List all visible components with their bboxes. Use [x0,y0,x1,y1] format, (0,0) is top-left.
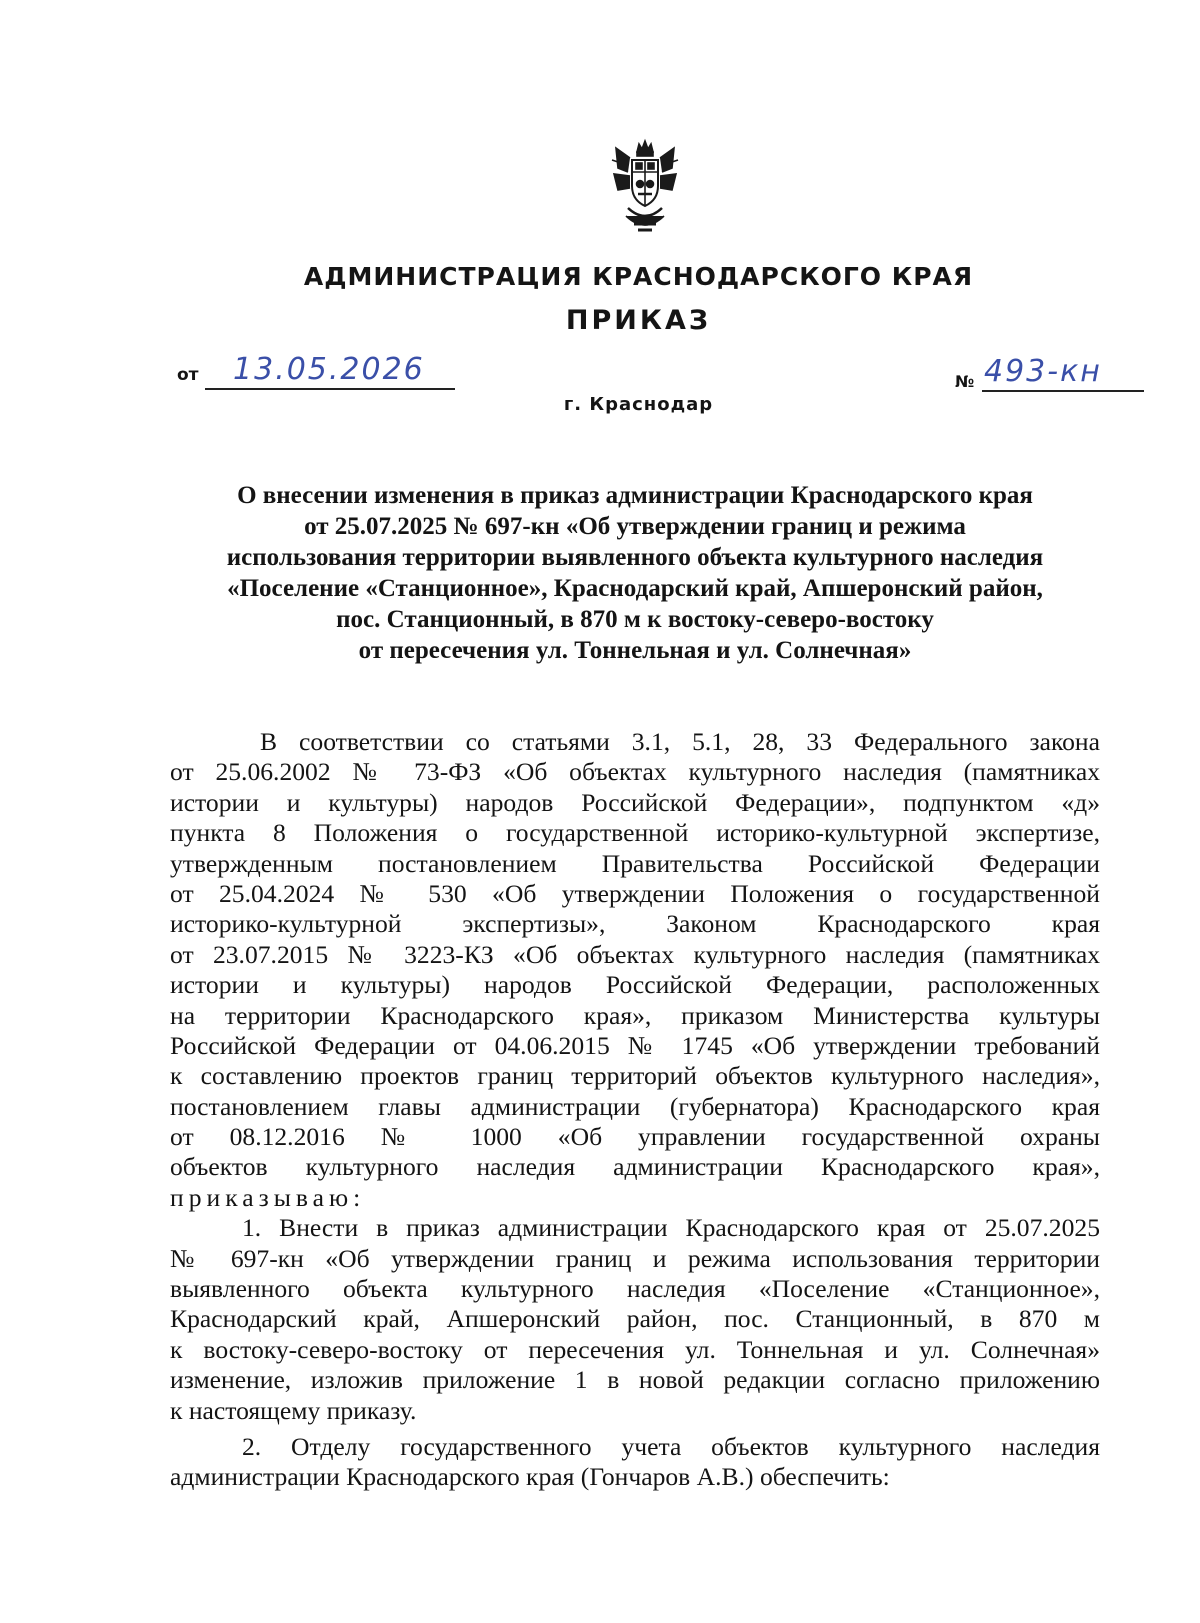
preamble-line: от 23.07.2015 № 3223-КЗ «Об объектах культурного наследия (памятниках [170,939,1100,969]
order-word: приказываю: [170,1182,366,1212]
preamble-line: от 25.04.2024 № 530 «Об утверждении Положения о государственной [170,878,1100,908]
preamble-line: истории и культуры) народов Российской Федерации», подпунктом «д» [170,787,1100,817]
item1-line: к настоящему приказу. [170,1395,417,1425]
date-label: от [177,365,199,385]
preamble-line: Российской Федерации от 04.06.2015 № 1745 «Об утверждении требований [170,1030,1100,1060]
date-field [205,352,455,390]
item1-line: 1. Внести в приказ администрации Краснодарского края от 25.07.2025 [242,1213,1100,1243]
preamble-line: В соответствии со статьями 3.1, 5.1, 28, 33 Федерального закона [260,727,1100,756]
preamble-line: истории и культуры) народов Российской Федерации, расположенных [170,970,1100,1000]
preamble-line: объектов культурного наследия администрации Краснодарского края», [170,1152,1100,1182]
preamble-line: пункта 8 Положения о государственной историко-культурной экспертизе, [170,818,1100,848]
preamble-line: на территории Краснодарского края», приказом Министерства культуры [170,1000,1100,1030]
subject-line: от пересечения ул. Тоннельная и ул. Солнечная» [358,637,912,664]
document-type-title: ПРИКАЗ [565,305,712,336]
preamble-line: к составлению проектов границ территорий объектов культурного наследия», [170,1061,1100,1091]
item2-line: 2. Отделу государственного учета объектов культурного наследия [242,1431,1100,1461]
subject-line: от 25.07.2025 № 697-кн «Об утверждении границ и режима [304,513,966,540]
item1-line: № 697-кн «Об утверждении границ и режима использования территории [170,1243,1100,1273]
coat-of-arms-emblem [610,138,680,238]
subject-line: использования территории выявленного объекта культурного наследия [226,544,1044,571]
item1-line: Краснодарский край, Апшеронский район, пос. Станционный, в 870 м [170,1304,1100,1334]
document-subject [170,480,1100,666]
item1-line: к востоку-северо-востоку от пересечения ул. Тоннельная и ул. Солнечная» [170,1334,1100,1364]
number-label: № [955,372,975,391]
number-field [982,354,1144,392]
item2-line: администрации Краснодарского края (Гончаров А.В.) обеспечить: [170,1462,890,1492]
preamble-line: постановлением главы администрации (губернатора) Краснодарского края [170,1091,1100,1121]
item1-line: выявленного объекта культурного наследия «Поселение «Станционное», [170,1274,1100,1304]
item1-line: изменение, изложив приложение 1 в новой редакции согласно приложению [170,1365,1100,1395]
subject-line: пос. Станционный, в 870 м к востоку-северо-востоку [336,606,934,633]
preamble-line: утвержденным постановлением Правительства Российской Федерации [170,848,1100,878]
city-line: г. Краснодар [563,394,714,415]
subject-line: О внесении изменения в приказ администрации Краснодарского края [237,482,1033,509]
document-body [170,727,1100,1493]
preamble-line: от 08.12.2016 № 1000 «Об управлении государственной охраны [170,1122,1100,1152]
subject-line: «Поселение «Станционное», Краснодарский край, Апшеронский район, [227,575,1043,602]
handwritten-number: 493-кн [984,354,1102,389]
handwritten-date: 13.05.2026 [233,352,425,387]
preamble-line: от 25.06.2002 № 73-ФЗ «Об объектах культурного наследия (памятниках [170,757,1100,787]
preamble-line: историко-культурной экспертизы», Законом Краснодарского края [170,909,1100,939]
organization-title: АДМИНИСТРАЦИЯ КРАСНОДАРСКОГО КРАЯ [303,262,974,291]
coat-of-arms-icon [610,138,680,238]
